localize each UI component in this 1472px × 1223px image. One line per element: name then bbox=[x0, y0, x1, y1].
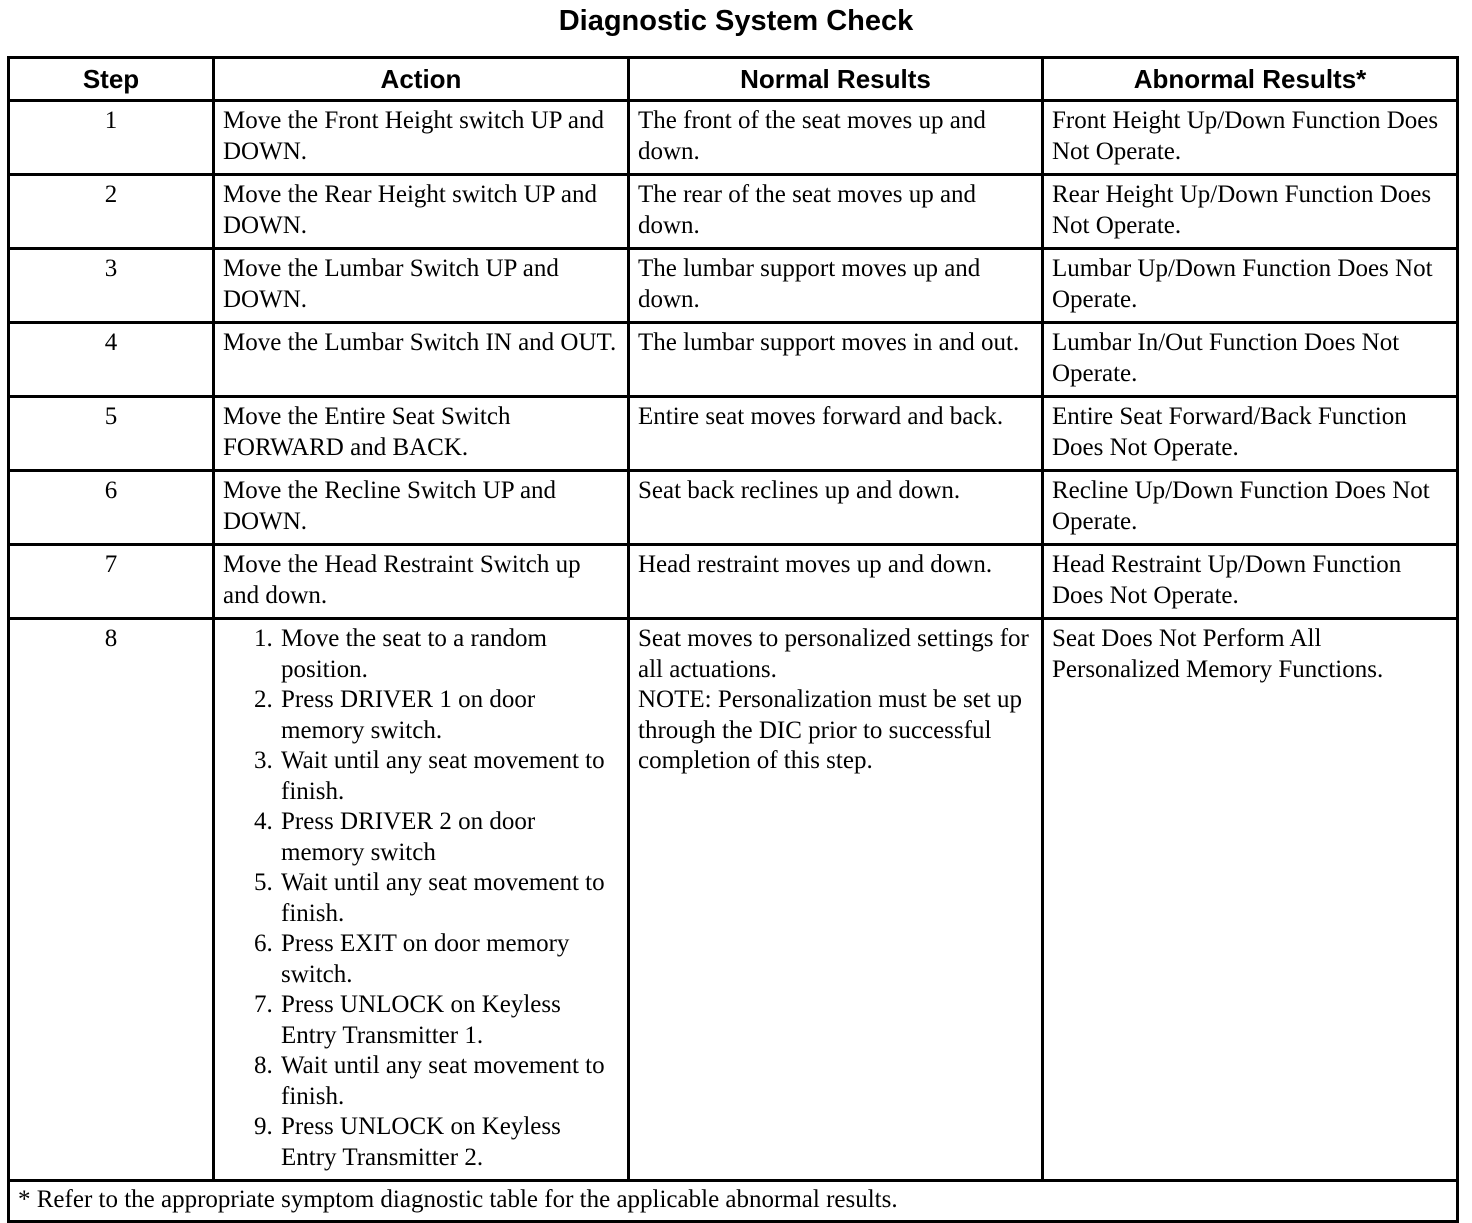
abnormal-cell bbox=[1043, 545, 1458, 619]
action-steps-list bbox=[223, 624, 619, 1173]
step-number: 7 bbox=[104, 551, 118, 578]
page-title: Diagnostic System Check bbox=[558, 5, 914, 37]
table-row bbox=[9, 249, 1458, 323]
step-cell bbox=[9, 397, 214, 471]
normal-cell bbox=[629, 397, 1043, 471]
list-item: 2. Press DRIVER 1 on door memory switch. bbox=[279, 685, 619, 746]
action-cell bbox=[214, 101, 629, 175]
normal-text: Entire seat moves forward and back. bbox=[638, 403, 1004, 430]
footnote-cell bbox=[9, 1181, 1458, 1222]
normal-cell bbox=[629, 619, 1043, 1181]
abnormal-text: Lumbar Up/Down Function Does Not Operate. bbox=[1052, 255, 1433, 313]
header-action: Action bbox=[214, 58, 629, 101]
abnormal-cell bbox=[1043, 175, 1458, 249]
action-cell bbox=[214, 545, 629, 619]
step-cell bbox=[9, 323, 214, 397]
abnormal-cell bbox=[1043, 101, 1458, 175]
list-item: 7. Press UNLOCK on Keyless Entry Transmitter 1. bbox=[279, 990, 619, 1051]
normal-cell bbox=[629, 175, 1043, 249]
action-text: Move the Head Restraint Switch up and down. bbox=[223, 551, 581, 609]
abnormal-text: Head Restraint Up/Down Function Does Not Operate. bbox=[1052, 551, 1402, 609]
normal-text: Seat moves to personalized settings for all actuations. bbox=[638, 625, 1029, 683]
table-row bbox=[9, 175, 1458, 249]
action-cell bbox=[214, 619, 629, 1181]
abnormal-cell bbox=[1043, 323, 1458, 397]
diagnostic-table bbox=[7, 56, 1459, 1223]
action-cell bbox=[214, 397, 629, 471]
list-item: 8. Wait until any seat movement to finish. bbox=[279, 1051, 619, 1112]
normal-text-container bbox=[630, 620, 1041, 783]
step-number: 2 bbox=[104, 181, 118, 208]
action-text: Move the Entire Seat Switch FORWARD and BACK. bbox=[223, 403, 511, 461]
normal-cell bbox=[629, 101, 1043, 175]
abnormal-cell bbox=[1043, 471, 1458, 545]
action-text: Move the Lumbar Switch UP and DOWN. bbox=[223, 255, 559, 313]
action-text: Move the Recline Switch UP and DOWN. bbox=[223, 477, 557, 535]
normal-text: The front of the seat moves up and down. bbox=[638, 107, 986, 165]
action-cell bbox=[214, 471, 629, 545]
step-number: 3 bbox=[104, 255, 118, 282]
abnormal-text: Entire Seat Forward/Back Function Does Not Operate. bbox=[1052, 403, 1407, 461]
header-abnormal-results: Abnormal Results* bbox=[1043, 58, 1458, 101]
header-step: Step bbox=[9, 58, 214, 101]
action-cell bbox=[214, 249, 629, 323]
abnormal-text: Seat Does Not Perform All Personalized Memory Functions. bbox=[1052, 625, 1384, 683]
normal-text: The lumbar support moves in and out. bbox=[638, 329, 1020, 356]
step-cell bbox=[9, 619, 214, 1181]
normal-cell bbox=[629, 323, 1043, 397]
action-cell bbox=[214, 323, 629, 397]
table-row bbox=[9, 397, 1458, 471]
normal-text: Seat back reclines up and down. bbox=[638, 477, 961, 504]
table-row bbox=[9, 545, 1458, 619]
footnote-row bbox=[9, 1181, 1458, 1222]
step-cell bbox=[9, 249, 214, 323]
header-row bbox=[9, 58, 1458, 101]
step-cell bbox=[9, 101, 214, 175]
normal-text: The rear of the seat moves up and down. bbox=[638, 181, 977, 239]
normal-text: Head restraint moves up and down. bbox=[638, 551, 993, 578]
abnormal-text: Front Height Up/Down Function Does Not Operate. bbox=[1052, 107, 1439, 165]
note-text: NOTE: Personalization must be set up through the DIC prior to successful completion of this step. bbox=[638, 686, 1022, 774]
list-item: 5. Wait until any seat movement to finish. bbox=[279, 868, 619, 929]
list-item: 9. Press UNLOCK on Keyless Entry Transmitter 2. bbox=[279, 1112, 619, 1173]
footnote: * Refer to the appropriate symptom diagnostic table for the applicable abnormal results. bbox=[18, 1186, 898, 1213]
abnormal-text: Recline Up/Down Function Does Not Operate. bbox=[1052, 477, 1430, 535]
abnormal-text: Rear Height Up/Down Function Does Not Operate. bbox=[1052, 181, 1432, 239]
step-cell bbox=[9, 175, 214, 249]
normal-cell bbox=[629, 545, 1043, 619]
abnormal-cell bbox=[1043, 397, 1458, 471]
list-item: 6. Press EXIT on door memory switch. bbox=[279, 929, 619, 990]
step-cell bbox=[9, 471, 214, 545]
step-number: 4 bbox=[104, 329, 118, 356]
abnormal-cell bbox=[1043, 249, 1458, 323]
list-item: 3. Wait until any seat movement to finish. bbox=[279, 746, 619, 807]
abnormal-text: Lumbar In/Out Function Does Not Operate. bbox=[1052, 329, 1400, 387]
abnormal-cell bbox=[1043, 619, 1458, 1181]
table-row bbox=[9, 101, 1458, 175]
table-row bbox=[9, 619, 1458, 1181]
action-list-container bbox=[215, 620, 627, 1179]
action-text: Move the Rear Height switch UP and DOWN. bbox=[223, 181, 597, 239]
normal-cell bbox=[629, 471, 1043, 545]
step-number: 8 bbox=[104, 625, 118, 652]
list-item: 1. Move the seat to a random position. bbox=[279, 624, 619, 685]
normal-cell bbox=[629, 249, 1043, 323]
table-row bbox=[9, 323, 1458, 397]
table-row bbox=[9, 471, 1458, 545]
step-number: 6 bbox=[104, 477, 118, 504]
header-normal-results: Normal Results bbox=[629, 58, 1043, 101]
step-number: 5 bbox=[104, 403, 118, 430]
action-text: Move the Lumbar Switch IN and OUT. bbox=[223, 329, 617, 356]
step-number: 1 bbox=[104, 107, 118, 134]
list-item: 4. Press DRIVER 2 on door memory switch bbox=[279, 807, 619, 868]
normal-text: The lumbar support moves up and down. bbox=[638, 255, 981, 313]
step-cell bbox=[9, 545, 214, 619]
action-text: Move the Front Height switch UP and DOWN. bbox=[223, 107, 604, 165]
action-cell bbox=[214, 175, 629, 249]
